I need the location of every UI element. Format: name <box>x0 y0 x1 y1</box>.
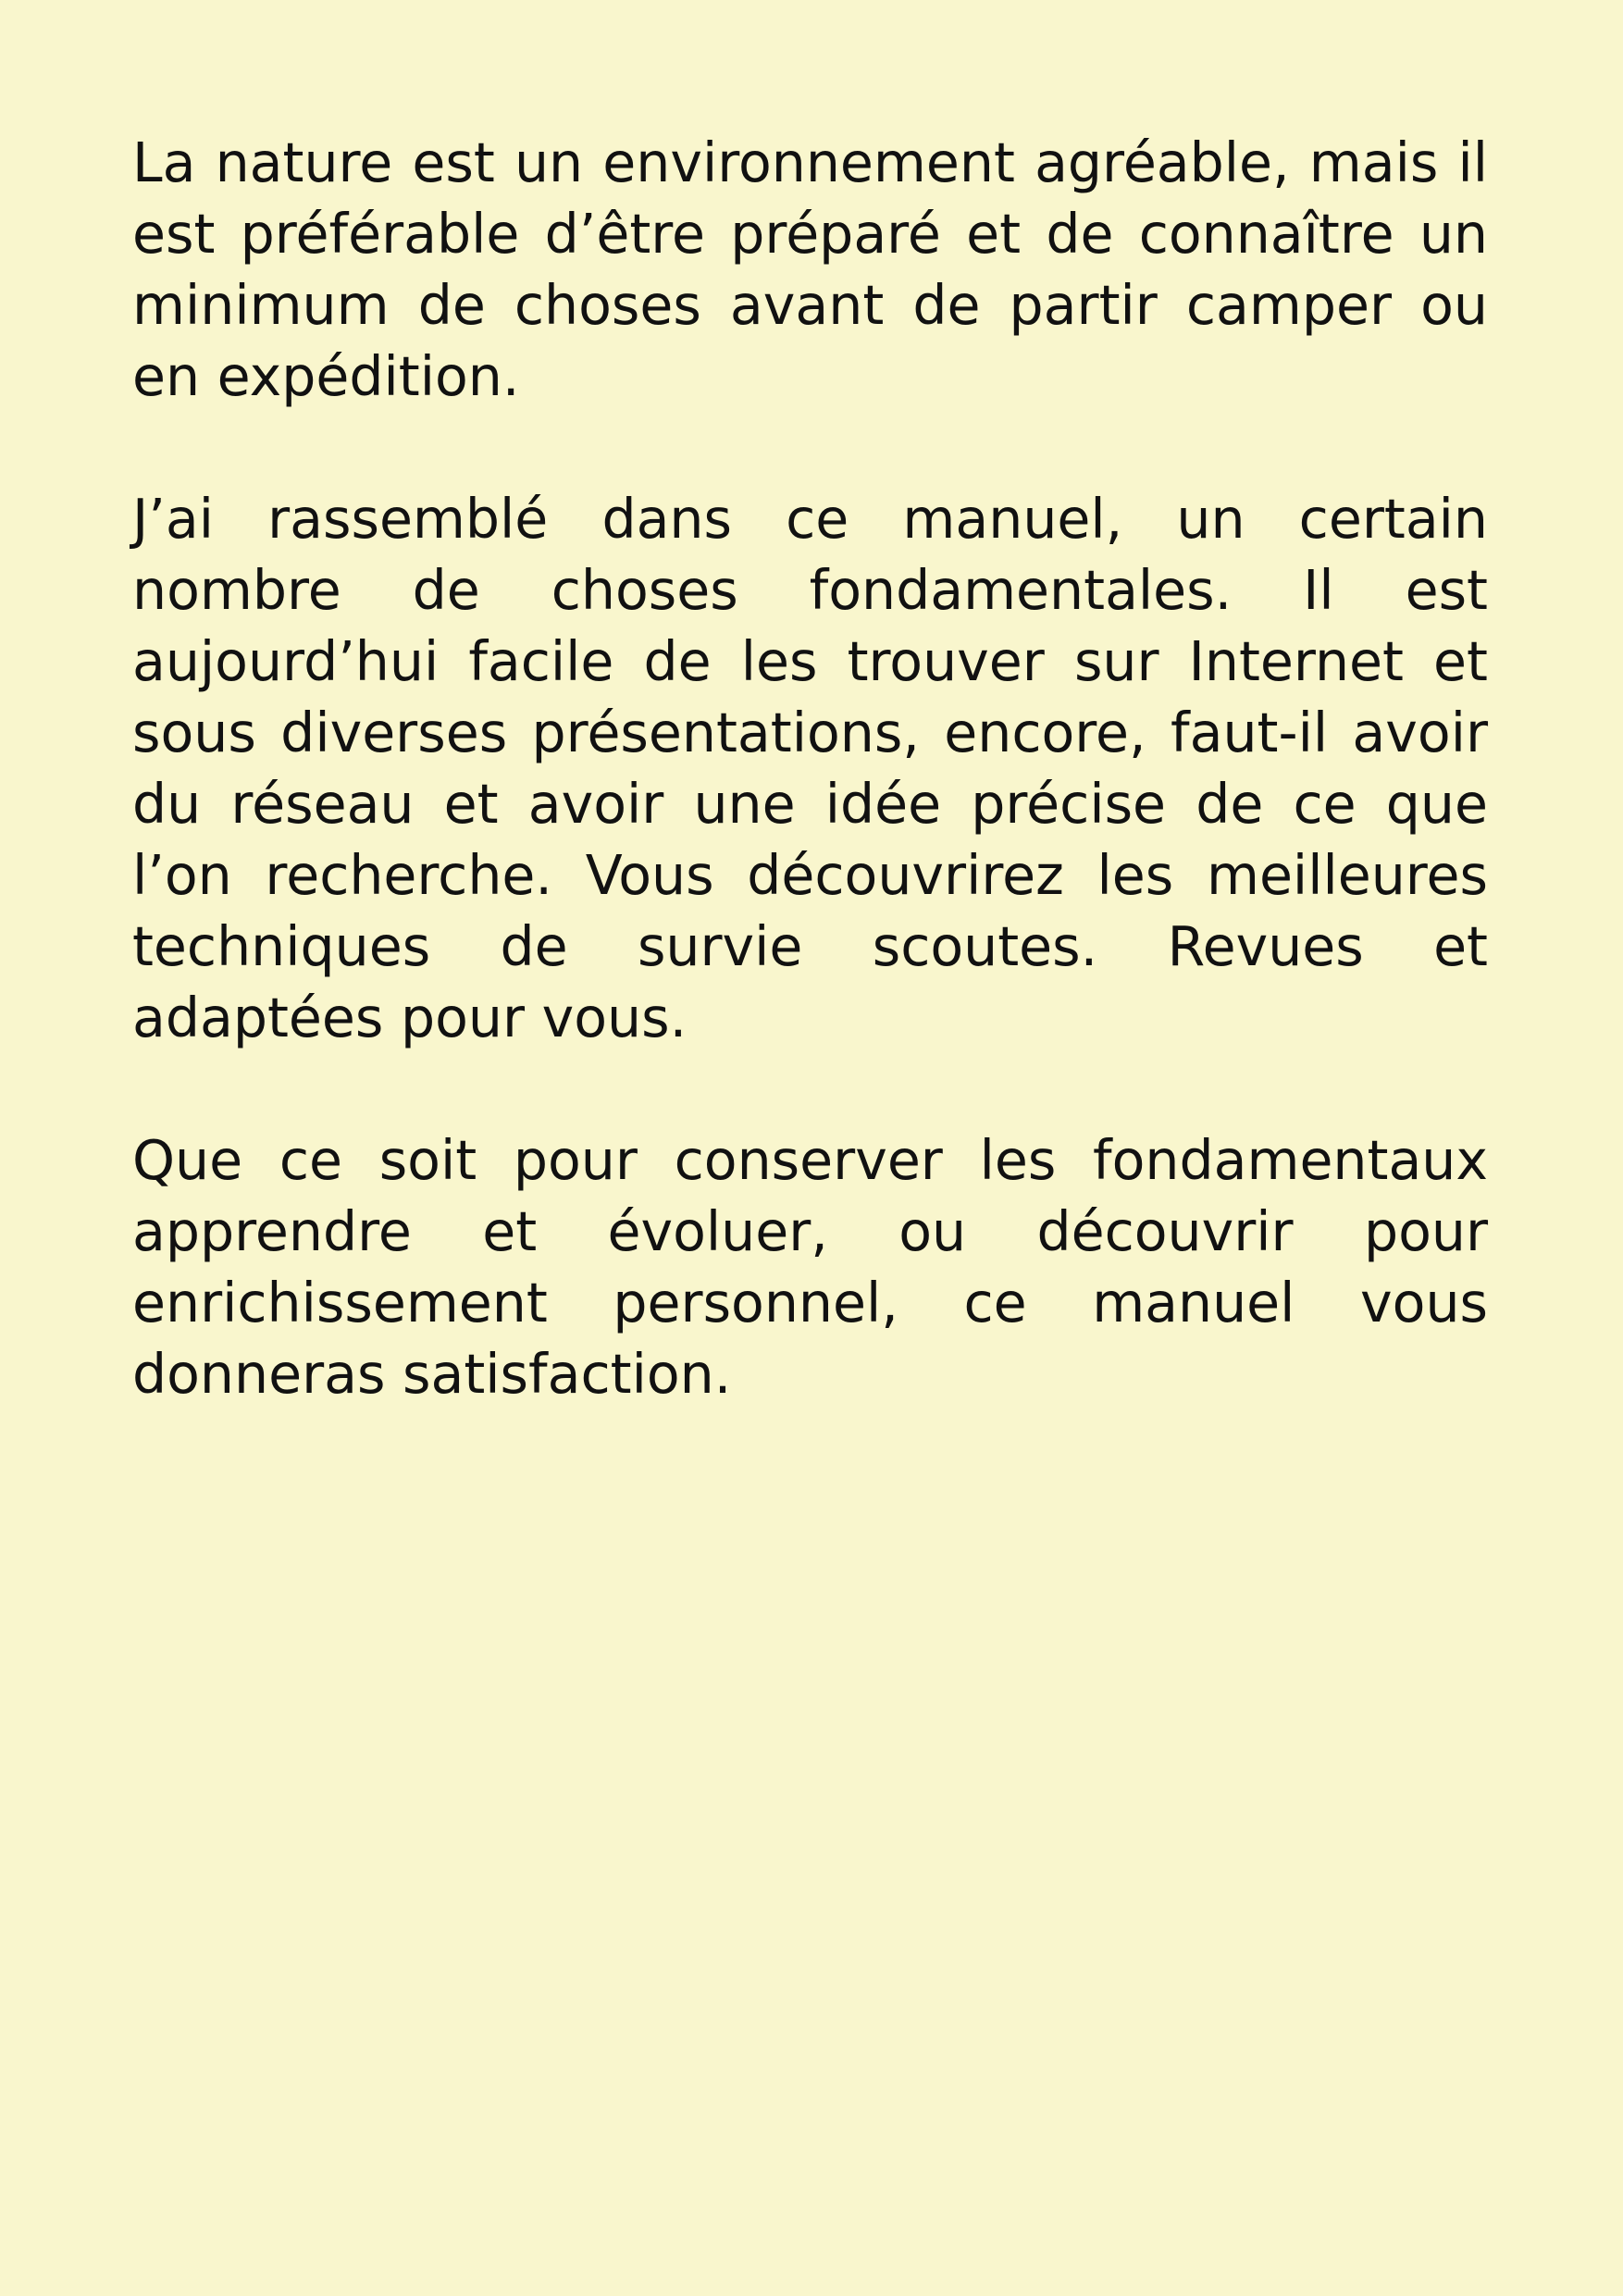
closing-paragraph: Que ce soit pour conserver les fondamentaux apprendre et évoluer, ou découvrir pour enrichissement personnel, ce manuel vous donneras satisfaction. <box>132 1129 1488 1406</box>
intro-paragraph: La nature est un environnement agréable, mais il est préférable d’être préparé et de connaître un minimum de choses avant de partir camper ou en expédition. <box>132 131 1488 408</box>
manual-description-paragraph: J’ai rassemblé dans ce manuel, un certain nombre de choses fondamentales. Il est aujourd’hui facile de les trouver sur Internet et sous diverses présentations, encore, faut-il avoir du réseau et avoir une idée précise de ce que l’on recherche. Vous découvrirez les meilleures techniques de survie scoutes. Revues et adaptées pour vous. <box>132 488 1488 1049</box>
